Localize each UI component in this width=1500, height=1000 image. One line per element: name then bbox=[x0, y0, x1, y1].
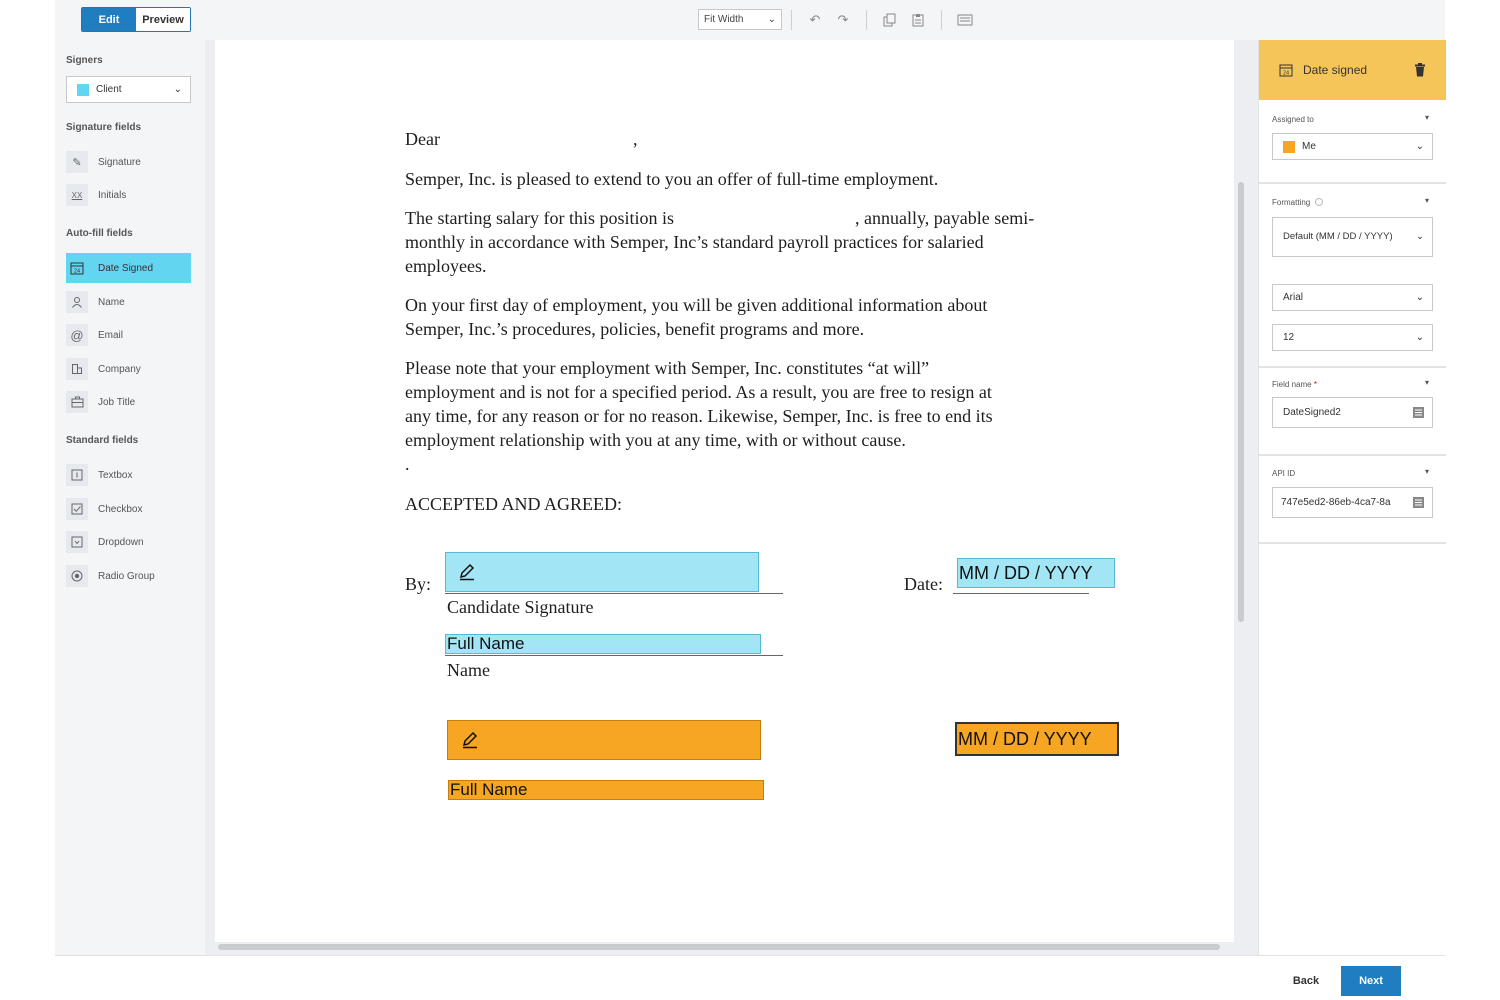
font-size-value: 12 bbox=[1283, 332, 1295, 343]
textbox-icon bbox=[66, 464, 88, 486]
section-divider bbox=[1259, 366, 1446, 368]
field-job-title[interactable] bbox=[66, 387, 191, 417]
date-format-select[interactable] bbox=[1272, 217, 1433, 257]
user-icon bbox=[66, 291, 88, 313]
font-select[interactable] bbox=[1272, 284, 1433, 311]
api-id-input[interactable] bbox=[1272, 487, 1433, 518]
field-name[interactable] bbox=[66, 287, 191, 317]
footer-bar bbox=[55, 955, 1445, 1000]
checkbox-icon bbox=[66, 498, 88, 520]
salary-text-end: , annually, payable semi- bbox=[855, 208, 1035, 228]
me-full-name-field[interactable]: Full Name bbox=[448, 780, 764, 800]
briefcase-icon bbox=[66, 391, 88, 413]
me-signature-field[interactable] bbox=[447, 720, 761, 760]
horizontal-scrollbar[interactable] bbox=[218, 944, 1220, 950]
formatting-label-text: Formatting bbox=[1272, 198, 1311, 207]
top-toolbar bbox=[55, 0, 1445, 40]
by-label: By: bbox=[405, 574, 432, 594]
collapse-caret-icon[interactable]: ▾ bbox=[1425, 467, 1430, 476]
toolbar-divider bbox=[941, 10, 942, 30]
field-company[interactable] bbox=[66, 354, 191, 384]
back-button[interactable]: Back bbox=[1292, 975, 1320, 987]
field-initials[interactable] bbox=[66, 180, 191, 210]
field-signature[interactable] bbox=[66, 147, 191, 177]
signer-select[interactable] bbox=[66, 76, 191, 103]
collapse-caret-icon[interactable]: ▾ bbox=[1425, 378, 1430, 387]
standard-fields-heading: Standard fields bbox=[66, 435, 139, 446]
autofill-fields-heading: Auto-fill fields bbox=[66, 228, 133, 239]
document-canvas bbox=[205, 40, 1258, 955]
section-divider bbox=[1259, 542, 1446, 544]
assignee-color-swatch bbox=[1283, 141, 1295, 153]
field-checkbox[interactable] bbox=[66, 494, 191, 524]
paste-icon[interactable] bbox=[908, 10, 928, 30]
vertical-scrollbar[interactable] bbox=[1238, 182, 1244, 622]
field-name-value: DateSigned2 bbox=[1283, 407, 1341, 418]
calendar-icon bbox=[1279, 63, 1293, 77]
field-label: Initials bbox=[98, 189, 127, 201]
keyboard-icon[interactable] bbox=[955, 10, 975, 30]
at-will-line-3: any time, for any reason or for no reason. Likewise, Semper, Inc. is free to end its bbox=[405, 406, 993, 426]
field-label: Date Signed bbox=[98, 262, 154, 274]
first-day-line-1: On your first day of employment, you will be given additional information about bbox=[405, 295, 988, 315]
building-icon bbox=[66, 358, 88, 380]
radio-icon bbox=[66, 565, 88, 587]
chevron-down-icon: ⌄ bbox=[1415, 292, 1424, 303]
api-id-label: API ID bbox=[1272, 469, 1296, 478]
document-editor bbox=[55, 0, 1445, 1000]
field-label: Textbox bbox=[98, 469, 133, 481]
assigned-to-select[interactable] bbox=[1272, 133, 1433, 160]
chevron-down-icon: ⌄ bbox=[1416, 231, 1424, 242]
toolbar-divider bbox=[866, 10, 867, 30]
svg-text:24: 24 bbox=[1282, 70, 1290, 77]
field-textbox[interactable] bbox=[66, 460, 191, 490]
svg-text:24: 24 bbox=[73, 268, 81, 275]
list-icon[interactable] bbox=[1413, 407, 1424, 418]
field-label: Signature bbox=[98, 156, 141, 168]
trash-icon[interactable] bbox=[1414, 63, 1426, 77]
candidate-signature-label: Candidate Signature bbox=[447, 597, 594, 617]
name-label: Name bbox=[447, 660, 490, 680]
pen-icon bbox=[461, 731, 479, 749]
signer-value: Client bbox=[96, 84, 122, 95]
chevron-down-icon: ⌄ bbox=[173, 84, 182, 95]
section-divider bbox=[1259, 454, 1446, 456]
signers-heading: Signers bbox=[66, 55, 103, 66]
panel-title: Date signed bbox=[1303, 63, 1368, 77]
collapse-caret-icon[interactable]: ▾ bbox=[1425, 113, 1430, 122]
field-email[interactable] bbox=[66, 320, 191, 350]
field-label: Dropdown bbox=[98, 536, 144, 548]
api-id-value: 747e5ed2-86eb-4ca7-8a bbox=[1281, 497, 1391, 508]
client-date-field[interactable]: MM / DD / YYYY bbox=[957, 558, 1115, 588]
accepted-heading: ACCEPTED AND AGREED: bbox=[405, 494, 623, 514]
client-signature-field[interactable] bbox=[445, 552, 759, 592]
field-label: Email bbox=[98, 329, 124, 341]
field-label: Checkbox bbox=[98, 503, 143, 515]
signature-fields-heading: Signature fields bbox=[66, 122, 142, 133]
field-label: Name bbox=[98, 296, 125, 308]
formatting-label bbox=[1272, 198, 1323, 207]
toolbar-tools bbox=[698, 9, 979, 30]
greeting-text: Dear bbox=[405, 129, 440, 149]
field-name-label-text: Field name bbox=[1272, 380, 1312, 389]
stray-dot: . bbox=[405, 454, 410, 474]
date-line bbox=[953, 593, 1089, 594]
next-button[interactable]: Next bbox=[1341, 966, 1401, 996]
salary-text-start: The starting salary for this position is bbox=[405, 208, 674, 228]
dropdown-icon bbox=[66, 531, 88, 553]
assigned-value: Me bbox=[1302, 141, 1316, 152]
signature-line bbox=[445, 593, 783, 594]
field-properties-panel bbox=[1258, 40, 1445, 955]
font-size-select[interactable] bbox=[1272, 324, 1433, 351]
field-label: Radio Group bbox=[98, 570, 155, 582]
toolbar-divider bbox=[791, 10, 792, 30]
field-name-input[interactable] bbox=[1272, 397, 1433, 428]
required-mark: * bbox=[1313, 380, 1317, 389]
at-icon: @ bbox=[66, 324, 88, 346]
at-will-line-1: Please note that your employment with Semper, Inc. constitutes “at will” bbox=[405, 358, 930, 378]
chevron-down-icon: ⌄ bbox=[1415, 332, 1424, 343]
me-date-field[interactable]: MM / DD / YYYY bbox=[955, 722, 1119, 756]
client-full-name-field[interactable]: Full Name bbox=[445, 634, 761, 654]
pen-icon: ✎ bbox=[66, 151, 88, 173]
greeting-line bbox=[405, 127, 638, 151]
at-will-line-4: employment relationship with you at any time, with or without cause. bbox=[405, 430, 906, 450]
edit-mode-button[interactable]: Edit bbox=[82, 8, 136, 31]
field-date-signed[interactable] bbox=[66, 253, 191, 283]
date-format-value: Default (MM / DD / YYYY) bbox=[1283, 231, 1393, 242]
salary-line-3: employees. bbox=[405, 256, 487, 276]
at-will-line-2: employment and is not for a specified period. As a result, you are free to resign at bbox=[405, 382, 992, 402]
font-value: Arial bbox=[1283, 292, 1304, 303]
redo-icon[interactable]: ↷ bbox=[837, 11, 849, 27]
chevron-down-icon: ⌄ bbox=[1415, 141, 1424, 152]
field-label: Job Title bbox=[98, 396, 136, 408]
first-day-line-2: Semper, Inc.’s procedures, policies, benefit programs and more. bbox=[405, 319, 865, 339]
zoom-select[interactable] bbox=[698, 9, 782, 30]
fields-sidebar bbox=[55, 40, 205, 955]
offer-paragraph: Semper, Inc. is pleased to extend to you an offer of full-time employment. bbox=[405, 169, 939, 189]
mode-toggle bbox=[81, 7, 191, 32]
name-line bbox=[445, 655, 783, 656]
zoom-value: Fit Width bbox=[704, 14, 744, 25]
field-label: Company bbox=[98, 363, 141, 375]
signer-color-swatch bbox=[77, 84, 89, 96]
date-label: Date: bbox=[904, 574, 943, 594]
document-page bbox=[215, 40, 1234, 942]
field-dropdown[interactable] bbox=[66, 527, 191, 557]
panel-header bbox=[1259, 40, 1446, 100]
pen-icon bbox=[458, 563, 476, 581]
calendar-icon bbox=[66, 257, 88, 279]
info-icon bbox=[1315, 198, 1323, 206]
field-radio-group[interactable] bbox=[66, 561, 191, 591]
preview-mode-button[interactable]: Preview bbox=[136, 8, 190, 31]
initials-icon: XX bbox=[66, 184, 88, 206]
section-divider bbox=[1259, 182, 1446, 184]
assigned-to-label: Assigned to bbox=[1272, 115, 1314, 124]
greeting-comma: , bbox=[633, 129, 638, 149]
list-icon[interactable] bbox=[1413, 497, 1424, 508]
field-name-label bbox=[1272, 380, 1317, 389]
salary-line-2: monthly in accordance with Semper, Inc’s standard payroll practices for salaried bbox=[405, 232, 984, 252]
undo-icon[interactable]: ↶ bbox=[809, 11, 821, 27]
copy-icon[interactable] bbox=[880, 10, 900, 30]
salary-line-1 bbox=[405, 206, 1085, 230]
collapse-caret-icon[interactable]: ▾ bbox=[1425, 196, 1430, 205]
chevron-down-icon: ⌄ bbox=[767, 14, 776, 25]
